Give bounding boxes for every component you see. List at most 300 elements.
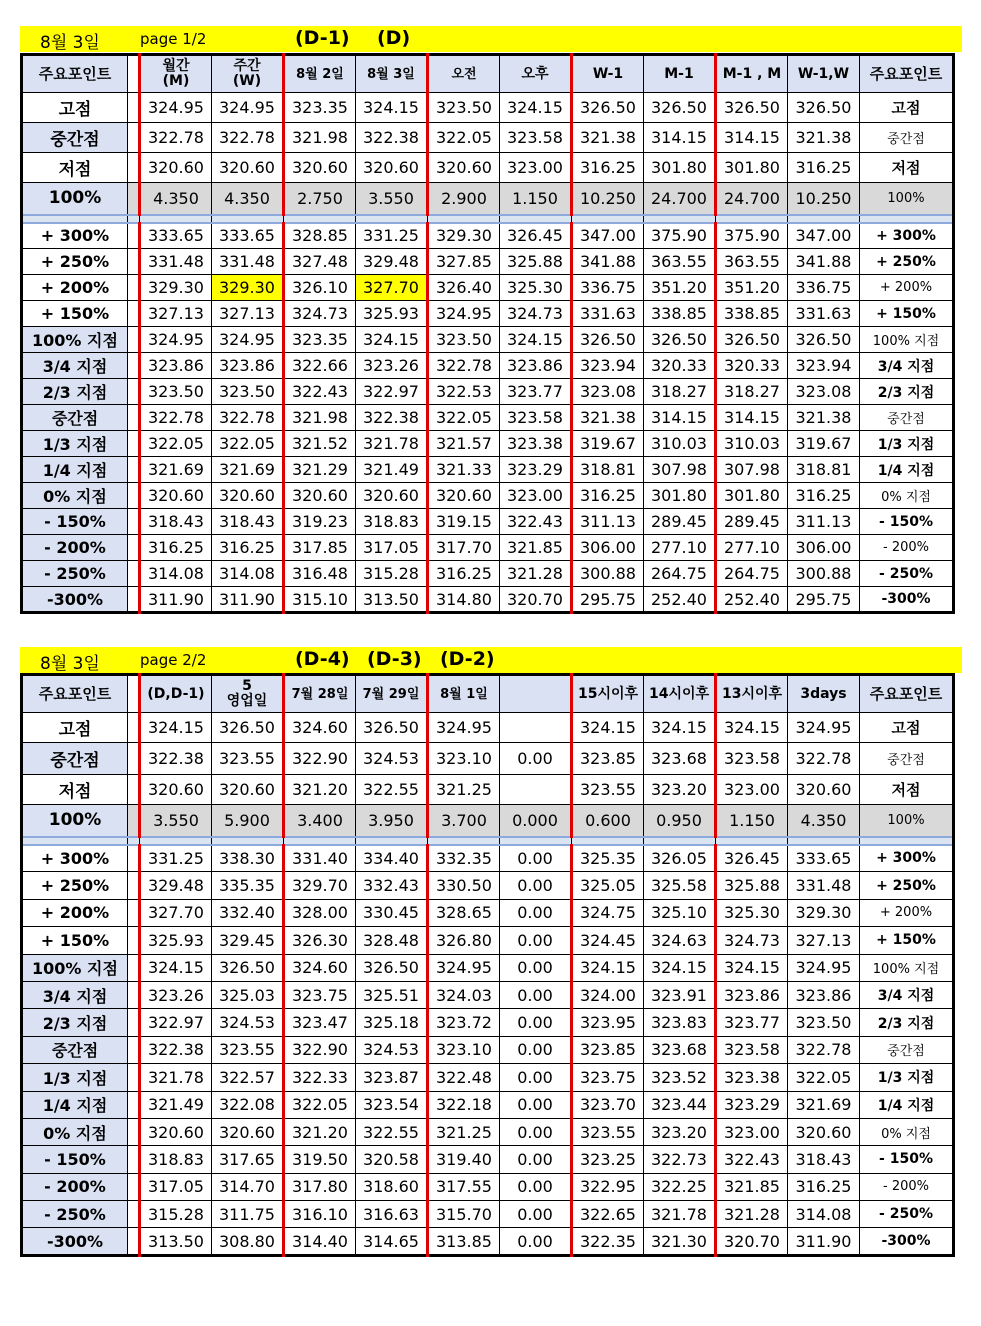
page1-value-cell: 300.88 xyxy=(788,561,860,587)
page1-value-cell: 314.15 xyxy=(716,123,788,153)
page1-row xyxy=(22,183,954,215)
page2-value-cell: 317.65 xyxy=(212,1146,284,1173)
page2-value-cell: 311.90 xyxy=(788,1228,860,1255)
page1-value-cell: 301.80 xyxy=(644,483,716,509)
page1-row-label-right: -300% xyxy=(860,587,954,613)
page2-value-cell: 313.85 xyxy=(428,1228,500,1255)
page1-value-cell: 322.78 xyxy=(140,123,212,153)
page1-row-label: 100% 지점 xyxy=(22,327,128,353)
page2-value-cell: 338.30 xyxy=(212,845,284,872)
page2-value-cell: 325.05 xyxy=(572,872,644,899)
page1-value-cell: 324.15 xyxy=(356,327,428,353)
gap-cell xyxy=(128,1118,140,1145)
page1-value-cell: 277.10 xyxy=(716,535,788,561)
gap-cell xyxy=(128,1146,140,1173)
page1-header-10: M-1 , M xyxy=(716,55,788,93)
page1-value-cell: 319.23 xyxy=(284,509,356,535)
page1-value-cell: 326.50 xyxy=(716,93,788,123)
page2-value-cell: 323.10 xyxy=(428,1036,500,1063)
page1-row-label: + 300% xyxy=(22,223,128,249)
separator-cell xyxy=(500,215,572,223)
page2-value-cell: 0.000 xyxy=(500,805,572,837)
page2-value-cell: 322.43 xyxy=(716,1146,788,1173)
page1-header-6: 오전 xyxy=(428,55,500,93)
page1-value-cell: 321.98 xyxy=(284,405,356,431)
page1-row xyxy=(22,379,954,405)
page2-row-label: 1/3 지점 xyxy=(22,1064,128,1091)
page1-value-cell: 322.78 xyxy=(212,405,284,431)
page1-row-label: + 150% xyxy=(22,301,128,327)
page2-value-cell: 324.15 xyxy=(140,954,212,981)
page1-header-11: W-1,W xyxy=(788,55,860,93)
separator-cell xyxy=(140,215,212,223)
page1-value-cell: 323.86 xyxy=(140,353,212,379)
page1-value-cell: 317.05 xyxy=(356,535,428,561)
page2-value-cell: 326.45 xyxy=(716,845,788,872)
page2-value-cell: 324.63 xyxy=(644,927,716,954)
separator-cell xyxy=(644,837,716,845)
gap-cell xyxy=(128,899,140,926)
page1-value-cell: 322.78 xyxy=(140,405,212,431)
page2-row xyxy=(22,775,954,805)
page2-value-cell: 324.53 xyxy=(356,743,428,775)
page1-value-cell: 321.29 xyxy=(284,457,356,483)
page1-value-cell: 323.00 xyxy=(500,483,572,509)
page1-value-cell: 320.60 xyxy=(284,153,356,183)
page1-row xyxy=(22,123,954,153)
page1-row xyxy=(22,535,954,561)
page2-value-cell: 323.38 xyxy=(716,1064,788,1091)
page2-value-cell: 322.05 xyxy=(788,1064,860,1091)
gap-cell xyxy=(128,1173,140,1200)
page1-row-label: - 200% xyxy=(22,535,128,561)
page1-row-label: 0% 지점 xyxy=(22,483,128,509)
page1-row-label: 1/3 지점 xyxy=(22,431,128,457)
gap-cell xyxy=(128,183,140,215)
page2-header-6: 8월 1일 xyxy=(428,675,500,713)
page1-value-cell: 10.250 xyxy=(788,183,860,215)
page1-value-cell: 320.33 xyxy=(716,353,788,379)
page1-row-label-right: 0% 지점 xyxy=(860,483,954,509)
page1-value-cell: 316.25 xyxy=(788,483,860,509)
separator-cell xyxy=(428,837,500,845)
page1-value-cell: 375.90 xyxy=(716,223,788,249)
page2-value-cell: 335.35 xyxy=(212,872,284,899)
page2-value-cell: 323.75 xyxy=(284,981,356,1008)
page2-value-cell: 323.54 xyxy=(356,1091,428,1118)
gap-cell xyxy=(128,1228,140,1255)
gap-cell xyxy=(128,981,140,1008)
page1-value-cell: 323.35 xyxy=(284,93,356,123)
page2-row xyxy=(22,899,954,926)
page2-value-cell: 0.00 xyxy=(500,1146,572,1173)
page2-value-cell: 321.30 xyxy=(644,1228,716,1255)
page1-value-cell: 317.85 xyxy=(284,535,356,561)
page2-value-cell xyxy=(500,713,572,743)
page2-value-cell: 3.950 xyxy=(356,805,428,837)
page2-row xyxy=(22,872,954,899)
page1-value-cell: 311.13 xyxy=(572,509,644,535)
page1-row-label: 1/4 지점 xyxy=(22,457,128,483)
page1-value-cell: 338.85 xyxy=(716,301,788,327)
page2-value-cell: 324.15 xyxy=(644,954,716,981)
page1-value-cell: 322.78 xyxy=(428,353,500,379)
separator-cell xyxy=(788,837,860,845)
page2-d-label-1: (D-3) xyxy=(367,648,422,670)
gap-cell xyxy=(128,405,140,431)
page2-value-cell: 322.55 xyxy=(356,1118,428,1145)
page1-value-cell: 326.50 xyxy=(572,327,644,353)
page1-value-cell: 311.90 xyxy=(212,587,284,613)
page2-value-cell: 314.70 xyxy=(212,1173,284,1200)
page1-value-cell: 320.60 xyxy=(428,483,500,509)
page1-row-label-right: + 250% xyxy=(860,249,954,275)
page1-value-cell: 320.60 xyxy=(140,153,212,183)
gap-cell xyxy=(128,872,140,899)
gap-cell xyxy=(128,457,140,483)
page2-value-cell: 329.30 xyxy=(788,899,860,926)
page1-row-label: - 250% xyxy=(22,561,128,587)
page1-row-label-right: 중간점 xyxy=(860,123,954,153)
page2-row-label-right: 고점 xyxy=(860,713,954,743)
page1-value-cell: 324.95 xyxy=(140,327,212,353)
page1-value-cell: 351.20 xyxy=(644,275,716,301)
page2-date: 8월 3일 xyxy=(40,654,100,674)
page2-row-label-right: - 200% xyxy=(860,1173,954,1200)
page2-value-cell: 4.350 xyxy=(788,805,860,837)
page2-row xyxy=(22,805,954,837)
page1-value-cell: 323.50 xyxy=(428,327,500,353)
page2-row-label: 고점 xyxy=(22,713,128,743)
page2-value-cell: 324.15 xyxy=(572,713,644,743)
page1-row xyxy=(22,483,954,509)
page2-value-cell: 320.60 xyxy=(140,775,212,805)
page1-value-cell: 321.85 xyxy=(500,535,572,561)
page2-row-label: - 150% xyxy=(22,1146,128,1173)
page1-header-row xyxy=(22,55,954,93)
page1-value-cell: 321.57 xyxy=(428,431,500,457)
page2-value-cell: 323.86 xyxy=(716,981,788,1008)
page1-value-cell: 277.10 xyxy=(644,535,716,561)
page2-row xyxy=(22,845,954,872)
page2-header-7 xyxy=(500,675,572,713)
page1-value-cell: 289.45 xyxy=(716,509,788,535)
page2-row xyxy=(22,1228,954,1255)
page1-value-cell: 327.48 xyxy=(284,249,356,275)
gap-cell xyxy=(128,93,140,123)
page1-value-cell: 319.15 xyxy=(428,509,500,535)
page2-value-cell: 316.25 xyxy=(788,1173,860,1200)
page2-row xyxy=(22,1036,954,1063)
page1-value-cell: 336.75 xyxy=(572,275,644,301)
separator-cell xyxy=(128,215,140,223)
page1-value-cell: 326.50 xyxy=(788,93,860,123)
page1-value-cell: 322.97 xyxy=(356,379,428,405)
page1-value-cell: 323.94 xyxy=(572,353,644,379)
page1-value-cell: 347.00 xyxy=(572,223,644,249)
page1-value-cell: 323.50 xyxy=(140,379,212,405)
page1-value-cell: 324.15 xyxy=(500,327,572,353)
page2-value-cell: 318.60 xyxy=(356,1173,428,1200)
page2-value-cell: 0.00 xyxy=(500,1091,572,1118)
page2-row-label-right: -300% xyxy=(860,1228,954,1255)
page1-value-cell: 310.03 xyxy=(716,431,788,457)
page2-value-cell: 0.00 xyxy=(500,1201,572,1228)
separator-cell xyxy=(212,837,284,845)
page2-row-label-right: 0% 지점 xyxy=(860,1118,954,1145)
page1-value-cell: 375.90 xyxy=(644,223,716,249)
page2-value-cell: 323.55 xyxy=(572,775,644,805)
page1-value-cell: 320.60 xyxy=(212,483,284,509)
page1-value-cell: 318.43 xyxy=(212,509,284,535)
page1-value-cell: 2.900 xyxy=(428,183,500,215)
page2-value-cell: 3.550 xyxy=(140,805,212,837)
page2-value-cell: 323.55 xyxy=(572,1118,644,1145)
page2-value-cell: 324.15 xyxy=(716,954,788,981)
page1-row xyxy=(22,153,954,183)
page2-value-cell: 324.15 xyxy=(644,713,716,743)
page2-header-2: (D,D-1) xyxy=(140,675,212,713)
page2-d-label-0: (D-4) xyxy=(295,648,350,670)
page1-value-cell: 333.65 xyxy=(212,223,284,249)
page2-separator-row xyxy=(22,837,954,845)
page2-value-cell: 327.70 xyxy=(140,899,212,926)
gap-cell xyxy=(128,431,140,457)
gap-cell xyxy=(128,327,140,353)
page2-row-label-right: - 150% xyxy=(860,1146,954,1173)
page1-value-cell: 316.25 xyxy=(572,483,644,509)
page2-value-cell: 320.60 xyxy=(788,775,860,805)
page2-value-cell: 328.48 xyxy=(356,927,428,954)
page1-row-label-right: - 250% xyxy=(860,561,954,587)
page2-row-label: 2/3 지점 xyxy=(22,1009,128,1036)
page1-value-cell: 324.73 xyxy=(284,301,356,327)
page2-value-cell: 5.900 xyxy=(212,805,284,837)
separator-cell xyxy=(716,215,788,223)
page2-value-cell: 326.30 xyxy=(284,927,356,954)
page1-d-label-1: (D) xyxy=(377,27,411,49)
separator-cell xyxy=(212,215,284,223)
page1-row-label-right: + 200% xyxy=(860,275,954,301)
page1-value-cell: 252.40 xyxy=(644,587,716,613)
page1-row-label: -300% xyxy=(22,587,128,613)
page2-row-label-right: 2/3 지점 xyxy=(860,1009,954,1036)
page2-value-cell: 317.55 xyxy=(428,1173,500,1200)
separator-cell xyxy=(356,837,428,845)
page1-value-cell: 306.00 xyxy=(788,535,860,561)
page2-value-cell: 323.85 xyxy=(572,1036,644,1063)
separator-cell xyxy=(644,215,716,223)
page2-row-label: 100% xyxy=(22,805,128,837)
page2-value-cell: 317.05 xyxy=(140,1173,212,1200)
page2-value-cell: 316.10 xyxy=(284,1201,356,1228)
page1-value-cell: 320.60 xyxy=(356,153,428,183)
gap-cell xyxy=(128,1036,140,1063)
page2-row-label-right: 100% xyxy=(860,805,954,837)
page2-row-label: + 200% xyxy=(22,899,128,926)
page2-value-cell: 324.73 xyxy=(716,927,788,954)
page2-row-label-right: + 200% xyxy=(860,899,954,926)
page1-value-cell: 301.80 xyxy=(716,153,788,183)
page1-value-cell: 314.15 xyxy=(716,405,788,431)
page2-value-cell: 321.85 xyxy=(716,1173,788,1200)
page2-value-cell: 328.65 xyxy=(428,899,500,926)
page1-value-cell: 3.550 xyxy=(356,183,428,215)
page1-value-cell: 322.43 xyxy=(284,379,356,405)
page1-value-cell: 320.60 xyxy=(140,483,212,509)
page2-value-cell: 324.95 xyxy=(788,954,860,981)
page1-value-cell: 323.38 xyxy=(500,431,572,457)
page2-value-cell: 321.25 xyxy=(428,1118,500,1145)
page1-value-cell: 316.48 xyxy=(284,561,356,587)
page2-value-cell: 323.10 xyxy=(428,743,500,775)
page2-value-cell: 325.35 xyxy=(572,845,644,872)
separator-cell xyxy=(788,215,860,223)
page1-value-cell: 320.60 xyxy=(284,483,356,509)
separator-cell xyxy=(284,837,356,845)
page2-value-cell: 0.00 xyxy=(500,743,572,775)
page2-row-label-right: 1/4 지점 xyxy=(860,1091,954,1118)
page2-header-10: 13시이후 xyxy=(716,675,788,713)
page2-value-cell: 322.25 xyxy=(644,1173,716,1200)
page1-value-cell: 331.48 xyxy=(212,249,284,275)
page1-value-cell: 322.53 xyxy=(428,379,500,405)
page2-value-cell: 323.29 xyxy=(716,1091,788,1118)
page1-row xyxy=(22,509,954,535)
page2-header-4: 7월 28일 xyxy=(284,675,356,713)
page2-row-label: 중간점 xyxy=(22,743,128,775)
page2-value-cell: 323.72 xyxy=(428,1009,500,1036)
page2-value-cell: 323.58 xyxy=(716,743,788,775)
page2-value-cell: 323.95 xyxy=(572,1009,644,1036)
page2-value-cell: 323.20 xyxy=(644,1118,716,1145)
page1-value-cell: 324.15 xyxy=(356,93,428,123)
page1-row-label-right: - 200% xyxy=(860,535,954,561)
page1-value-cell: 1.150 xyxy=(500,183,572,215)
page1-row xyxy=(22,223,954,249)
page1-value-cell: 321.33 xyxy=(428,457,500,483)
page2-value-cell: 333.65 xyxy=(788,845,860,872)
gap-cell xyxy=(128,509,140,535)
page2-header-11: 3days xyxy=(788,675,860,713)
page2-header-1 xyxy=(128,675,140,713)
page1-value-cell: 323.58 xyxy=(500,405,572,431)
page2-value-cell: 322.48 xyxy=(428,1064,500,1091)
gap-cell xyxy=(128,713,140,743)
page1-header-7: 오후 xyxy=(500,55,572,93)
page2-value-cell: 3.700 xyxy=(428,805,500,837)
page1-header-5: 8월 3일 xyxy=(356,55,428,93)
page1-value-cell: 325.88 xyxy=(500,249,572,275)
page2-value-cell: 334.40 xyxy=(356,845,428,872)
page1-value-cell: 338.85 xyxy=(644,301,716,327)
page1-value-cell: 316.25 xyxy=(572,153,644,183)
page1-value-cell: 317.70 xyxy=(428,535,500,561)
page1-value-cell: 320.70 xyxy=(500,587,572,613)
page2-value-cell: 329.45 xyxy=(212,927,284,954)
page1-value-cell: 318.83 xyxy=(356,509,428,535)
page2-value-cell: 320.60 xyxy=(212,1118,284,1145)
page2-value-cell: 322.55 xyxy=(356,775,428,805)
page1-value-cell: 24.700 xyxy=(644,183,716,215)
page2-value-cell: 326.05 xyxy=(644,845,716,872)
gap-cell xyxy=(128,561,140,587)
page2-value-cell: 324.53 xyxy=(356,1036,428,1063)
page1-value-cell: 323.08 xyxy=(572,379,644,405)
page1-header-8: W-1 xyxy=(572,55,644,93)
page1-separator-row xyxy=(22,215,954,223)
page1-row-label-right: 2/3 지점 xyxy=(860,379,954,405)
page2-header-0: 주요포인트 xyxy=(22,675,128,713)
gap-cell xyxy=(128,1009,140,1036)
page1-value-cell: 321.38 xyxy=(788,405,860,431)
page2-value-cell: 323.68 xyxy=(644,1036,716,1063)
page2-value-cell: 319.40 xyxy=(428,1146,500,1173)
page2-value-cell: 322.90 xyxy=(284,1036,356,1063)
page2-value-cell: 322.38 xyxy=(140,743,212,775)
page2-header-9: 14시이후 xyxy=(644,675,716,713)
page1-header-3: 주간 (W) xyxy=(212,55,284,93)
page2-value-cell: 323.70 xyxy=(572,1091,644,1118)
page1-value-cell: 322.43 xyxy=(500,509,572,535)
separator-cell xyxy=(860,837,954,845)
page1-value-cell: 326.50 xyxy=(572,93,644,123)
separator-cell xyxy=(284,215,356,223)
page1-value-cell: 321.28 xyxy=(500,561,572,587)
page1-value-cell: 320.60 xyxy=(212,153,284,183)
page2-value-cell: 322.95 xyxy=(572,1173,644,1200)
page2-value-cell: 0.00 xyxy=(500,1118,572,1145)
page2-value-cell: 323.00 xyxy=(716,775,788,805)
page2-value-cell: 323.25 xyxy=(572,1146,644,1173)
page1-value-cell: 321.69 xyxy=(140,457,212,483)
page1-row-label: 3/4 지점 xyxy=(22,353,128,379)
page1-row-label: + 250% xyxy=(22,249,128,275)
page1-row-label: - 150% xyxy=(22,509,128,535)
page2-row xyxy=(22,743,954,775)
page1-d-label-0: (D-1) xyxy=(295,27,350,49)
page1-row-label-right: - 150% xyxy=(860,509,954,535)
page2-value-cell: 322.97 xyxy=(140,1009,212,1036)
page1-value-cell: 363.55 xyxy=(644,249,716,275)
page2-row-label-right: 중간점 xyxy=(860,743,954,775)
page1-value-cell: 329.30 xyxy=(140,275,212,301)
page2-row-label: + 300% xyxy=(22,845,128,872)
page2-value-cell: 323.77 xyxy=(716,1009,788,1036)
page1-value-cell: 295.75 xyxy=(572,587,644,613)
page2-value-cell: 325.10 xyxy=(644,899,716,926)
page2-row xyxy=(22,927,954,954)
page1-value-cell: 318.81 xyxy=(788,457,860,483)
page1-value-cell: 333.65 xyxy=(140,223,212,249)
gap-cell xyxy=(128,301,140,327)
page2-row xyxy=(22,713,954,743)
page2-row xyxy=(22,1173,954,1200)
page2-value-cell: 332.35 xyxy=(428,845,500,872)
page2-value-cell: 321.25 xyxy=(428,775,500,805)
page2-value-cell: 318.43 xyxy=(788,1146,860,1173)
page2-value-cell: 0.00 xyxy=(500,1009,572,1036)
page2-value-cell: 0.00 xyxy=(500,845,572,872)
page1-value-cell: 323.50 xyxy=(212,379,284,405)
page2-row-label: -300% xyxy=(22,1228,128,1255)
page2-row xyxy=(22,954,954,981)
page2-value-cell: 322.08 xyxy=(212,1091,284,1118)
page2-value-cell: 323.55 xyxy=(212,743,284,775)
page1-header-2: 월간 (M) xyxy=(140,55,212,93)
page2-value-cell xyxy=(500,775,572,805)
page1-value-cell: 323.35 xyxy=(284,327,356,353)
